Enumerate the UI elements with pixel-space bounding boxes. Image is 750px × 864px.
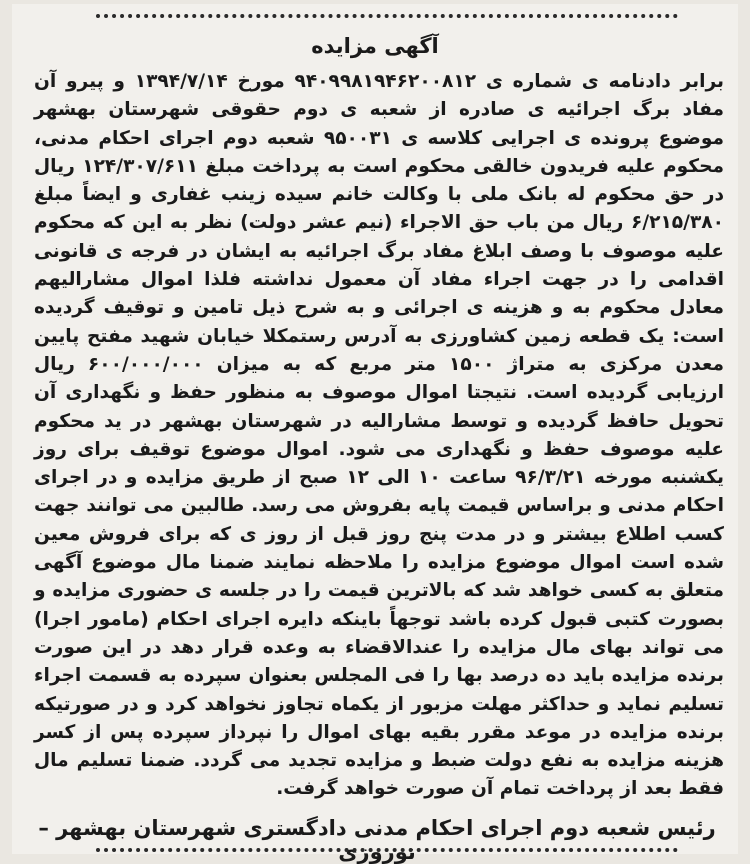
notice-clipping [12,4,738,864]
bottom-dotted-rule [96,848,678,852]
notice-body: برابر دادنامه ی شماره ی ۹۴۰۹۹۸۱۹۴۶۲۰۰۸۱۲ مورخ ۱۳۹۴/۷/۱۴ و پیرو آن مفاد برگ اجرائیه ی صادره از شعبه ی دوم حقوقی شهرستان بهشهر موضوع پرونده ی اجرایی کلاسه ی ۹۵۰۰۳۱ شعبه دوم اجرای احکام مدنی، محکوم علیه فریدون خالقی محکوم است به پرداخت مبلغ ۱۲۴/۳۰۷/۶۱۱ ریال در حق محکوم له بانک ملی با وکالت خانم سیده زینب غفاری و ایضاً مبلغ ۶/۲۱۵/۳۸۰ ریال من باب حق الاجراء (نیم عشر دولت) نظر به این که محکوم علیه موصوف با وصف ابلاغ مفاد برگ اجرائیه به ایشان در فرجه ی قانونی اقدامی را در جهت اجراء مفاد آن معمول نداشته فلذا اموال مشارالیهم معادل محکوم به و هزینه ی اجرائی و به شرح ذیل تامین و توقیف گردیده است: یک قطعه زمین کشاورزی به آدرس رستمکلا خیابان شهید مفتح پایین معدن مرکزی به متراژ ۱۵۰۰ متر مربع که به میزان ۶۰۰/۰۰۰/۰۰۰ ریال ارزیابی گردیده است. نتیجتا اموال موصوف به منظور حفظ و نگهداری آن تحویل حافظ گردیده و توسط مشارالیه در شهرستان بهشهر در ید محکوم علیه موصوف حفظ و نگهداری می شود. اموال موضوع توقیف برای روز یکشنبه مورخه ۹۶/۳/۲۱ ساعت ۱۰ الی ۱۲ صبح از طریق مزایده و در اجرای احکام مدنی و براساس قیمت پایه بفروش می رسد. طالبین می توانند جهت کسب اطلاع بیشتر و در مدت پنج روز قبل از روز ی که برای فروش معین شده است اموال موضوع مزایده را ملاحظه نمایند ضمنا مال موضوع آگهی متعلق به کسی خواهد شد که بالاترین قیمت را در جلسه ی حضوری مزایده و بصورت کتبی قبول کرده باشد توجهاً باینکه دایره اجرای احکام (مامور اجرا) می تواند بهای مال مزایده را عندالاقضاء به وعده قرار دهد در این صورت برنده مزایده باید ده درصد بها را فی المجلس بعنوان سپرده به قسمت اجراء تسلیم نماید و حداکثر مهلت مزبور از یکماه تجاوز نخواهد کرد و در صورتیکه برنده مزایده در موعد مقرر بقیه بهای اموال را نپرداز سپرده پس از کسر هزینه مزایده به نفع دولت ضبط و مزایده تجدید می گردد. ضمنا تسلیم مال فقط بعد از پرداخت تمام آن صورت خواهد گرفت. [34,71,725,800]
notice-title: آگهی مزایده [311,34,439,58]
notice-signature: رئیس شعبه دوم اجرای احکام مدنی دادگستری شهرستان بهشهر – نوروزی [38,816,716,864]
top-dotted-rule [96,14,678,18]
